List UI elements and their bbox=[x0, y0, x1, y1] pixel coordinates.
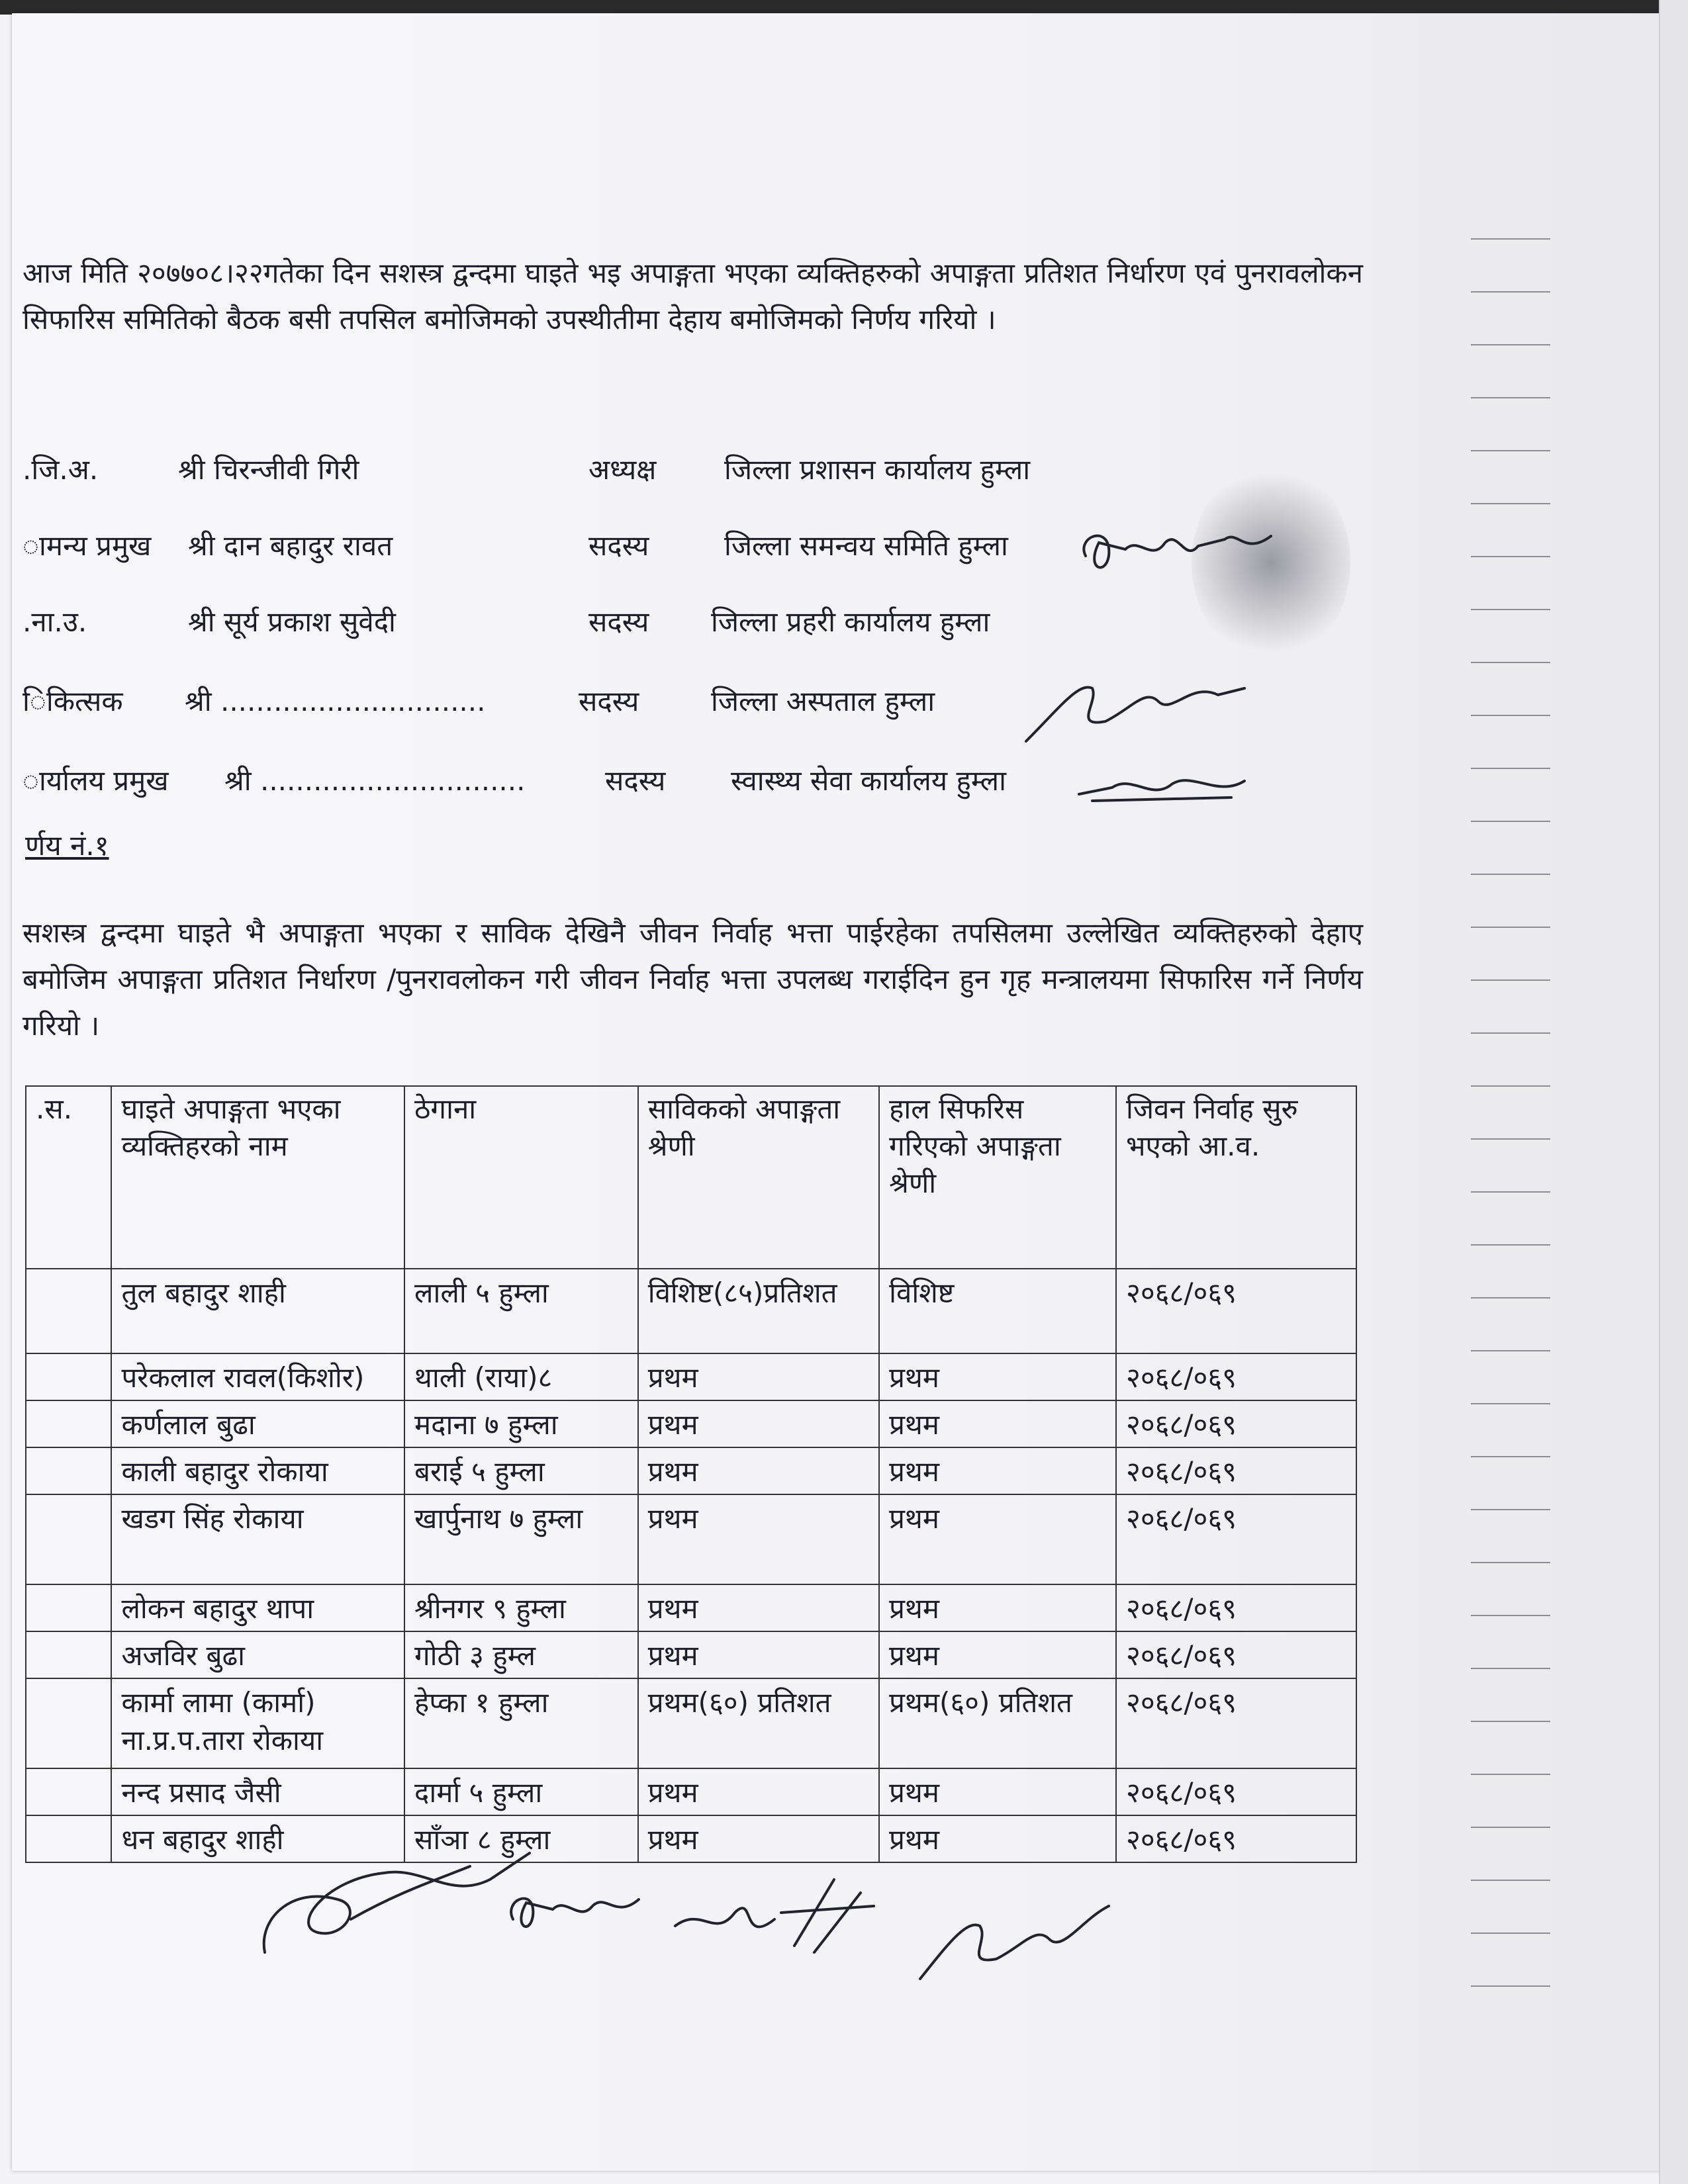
col-start-year-header: जिवन निर्वाह सुरु भएको आ.व. bbox=[1116, 1086, 1356, 1269]
serial-cell bbox=[26, 1447, 111, 1494]
table-row bbox=[26, 1494, 1356, 1584]
address-cell: श्रीनगर ९ हुम्ला bbox=[404, 1584, 638, 1631]
col-old-category-header: साविकको अपाङ्गता श्रेणी bbox=[638, 1086, 879, 1269]
member-name: श्री .............................. bbox=[185, 685, 486, 717]
handwritten-signature bbox=[662, 1866, 887, 1966]
new-category-cell: प्रथम bbox=[879, 1584, 1116, 1631]
old-category-cell: प्रथम bbox=[638, 1447, 879, 1494]
name-cell: नन्द प्रसाद जैसी bbox=[111, 1768, 404, 1815]
year-cell: २०६८/०६९ bbox=[1116, 1815, 1356, 1862]
handwritten-signature bbox=[1072, 516, 1284, 589]
scan-right-edge bbox=[1659, 0, 1688, 2184]
handwritten-signature bbox=[1019, 668, 1258, 754]
serial-cell bbox=[26, 1815, 111, 1862]
serial-cell bbox=[26, 1400, 111, 1447]
new-category-cell: प्रथम bbox=[879, 1494, 1116, 1584]
table-row bbox=[26, 1584, 1356, 1631]
table-row bbox=[26, 1678, 1356, 1768]
table-row bbox=[26, 1768, 1356, 1815]
year-cell: २०६८/०६९ bbox=[1116, 1678, 1356, 1768]
year-cell: २०६८/०६९ bbox=[1116, 1631, 1356, 1678]
serial-cell bbox=[26, 1353, 111, 1400]
member-position: सदस्य bbox=[588, 529, 649, 562]
old-category-cell: प्रथम bbox=[638, 1631, 879, 1678]
member-name: श्री चिरन्जीवी गिरी bbox=[178, 453, 359, 486]
table-row bbox=[26, 1269, 1356, 1353]
old-category-cell: प्रथम bbox=[638, 1494, 879, 1584]
name-cell: तुल बहादुर शाही bbox=[111, 1269, 404, 1353]
address-cell: लाली ५ हुम्ला bbox=[404, 1269, 638, 1353]
member-role: .ना.उ. bbox=[23, 606, 87, 638]
member-office: जिल्ला अस्पताल हुम्ला bbox=[711, 685, 935, 717]
new-category-cell: प्रथम bbox=[879, 1447, 1116, 1494]
member-office: जिल्ला समन्वय समिति हुम्ला bbox=[724, 529, 1008, 562]
year-cell: २०६८/०६९ bbox=[1116, 1584, 1356, 1631]
name-cell: धन बहादुर शाही bbox=[111, 1815, 404, 1862]
member-position: सदस्य bbox=[588, 606, 649, 638]
address-cell: साँञा ८ हुम्ला bbox=[404, 1815, 638, 1862]
year-cell: २०६८/०६९ bbox=[1116, 1447, 1356, 1494]
member-role: .जि.अ. bbox=[23, 453, 99, 486]
serial-cell bbox=[26, 1584, 111, 1631]
old-category-cell: प्रथम(६०) प्रतिशत bbox=[638, 1678, 879, 1768]
member-row bbox=[23, 450, 1346, 490]
table-row bbox=[26, 1353, 1356, 1400]
old-category-cell: प्रथम bbox=[638, 1400, 879, 1447]
name-cell: काली बहादुर रोकाया bbox=[111, 1447, 404, 1494]
col-new-category-header: हाल सिफरिस गरिएको अपाङ्गता श्रेणी bbox=[879, 1086, 1116, 1269]
year-cell: २०६८/०६९ bbox=[1116, 1269, 1356, 1353]
new-category-cell: प्रथम bbox=[879, 1353, 1116, 1400]
member-role: ामन्य प्रमुख bbox=[23, 529, 152, 562]
handwritten-signature bbox=[1072, 761, 1251, 814]
new-category-cell: प्रथम bbox=[879, 1631, 1116, 1678]
old-category-cell: प्रथम bbox=[638, 1584, 879, 1631]
table-row bbox=[26, 1400, 1356, 1447]
old-category-cell: प्रथम bbox=[638, 1353, 879, 1400]
name-cell: अजविर बुढा bbox=[111, 1631, 404, 1678]
table-row bbox=[26, 1631, 1356, 1678]
intro-paragraph: आज मिति २०७७०८।२२गतेका दिन सशस्त्र द्वन्दमा घाइते भइ अपाङ्गता भएका व्यक्तिहरुको अपाङ्गता प्रतिशत निर्धारण एवं पुनरावलोकन सिफारिस समितिको बैठक बसी तपसिल बमोजिमको उपस्थीतीमा देहाय बमोजिमको निर्णय गरियो । bbox=[23, 257, 1363, 336]
serial-cell bbox=[26, 1768, 111, 1815]
address-cell: खार्पुनाथ ७ हुम्ला bbox=[404, 1494, 638, 1584]
new-category-cell: प्रथम bbox=[879, 1768, 1116, 1815]
serial-cell bbox=[26, 1494, 111, 1584]
member-office: जिल्ला प्रशासन कार्यालय हुम्ला bbox=[724, 453, 1031, 486]
old-category-cell: विशिष्ट(८५)प्रतिशत bbox=[638, 1269, 879, 1353]
year-cell: २०६८/०६९ bbox=[1116, 1353, 1356, 1400]
member-name: श्री .............................. bbox=[224, 764, 526, 797]
serial-cell bbox=[26, 1631, 111, 1678]
scan-top-edge bbox=[0, 0, 1688, 15]
member-position: सदस्य bbox=[579, 685, 639, 717]
old-category-cell: प्रथम bbox=[638, 1768, 879, 1815]
address-cell: थाली (राया)८ bbox=[404, 1353, 638, 1400]
member-row bbox=[23, 602, 1346, 642]
member-position: अध्यक्ष bbox=[588, 453, 657, 486]
name-cell: कार्मा लामा (कार्मा) ना.प्र.प.तारा रोकाया bbox=[111, 1678, 404, 1768]
address-cell: मदाना ७ हुम्ला bbox=[404, 1400, 638, 1447]
handwritten-signature bbox=[503, 1880, 649, 1946]
member-name: श्री सूर्य प्रकाश सुवेदी bbox=[188, 606, 396, 638]
table-row bbox=[26, 1447, 1356, 1494]
new-category-cell: प्रथम(६०) प्रतिशत bbox=[879, 1678, 1116, 1768]
serial-cell bbox=[26, 1678, 111, 1768]
col-address-header: ठेगाना bbox=[404, 1086, 638, 1269]
address-cell: दार्मा ५ हुम्ला bbox=[404, 1768, 638, 1815]
member-name: श्री दान बहादुर रावत bbox=[188, 529, 393, 562]
new-category-cell: प्रथम bbox=[879, 1815, 1116, 1862]
name-cell: लोकन बहादुर थापा bbox=[111, 1584, 404, 1631]
member-office: जिल्ला प्रहरी कार्यालय हुम्ला bbox=[711, 606, 990, 638]
address-cell: बराई ५ हुम्ला bbox=[404, 1447, 638, 1494]
member-role: ार्यालय प्रमुख bbox=[23, 764, 169, 797]
margin-rule-lines bbox=[1471, 238, 1550, 2038]
year-cell: २०६८/०६९ bbox=[1116, 1768, 1356, 1815]
handwritten-signature bbox=[907, 1893, 1119, 1992]
year-cell: २०६८/०६९ bbox=[1116, 1400, 1356, 1447]
old-category-cell: प्रथम bbox=[638, 1815, 879, 1862]
new-category-cell: विशिष्ट bbox=[879, 1269, 1116, 1353]
recommendation-table bbox=[25, 1085, 1357, 1863]
member-office: स्वास्थ्य सेवा कार्यालय हुम्ला bbox=[731, 764, 1007, 797]
col-name-header: घाइते अपाङ्गता भएका व्यक्तिहरको नाम bbox=[111, 1086, 404, 1269]
member-role: िकित्सक bbox=[23, 685, 123, 717]
serial-cell bbox=[26, 1269, 111, 1353]
name-cell: परेकलाल रावल(किशोर) bbox=[111, 1353, 404, 1400]
name-cell: कर्णलाल बुढा bbox=[111, 1400, 404, 1447]
table-header-row bbox=[26, 1086, 1356, 1269]
decision-heading: र्णय नं.१ bbox=[25, 829, 109, 862]
address-cell: हेप्का १ हुम्ला bbox=[404, 1678, 638, 1768]
year-cell: २०६८/०६९ bbox=[1116, 1494, 1356, 1584]
name-cell: खडग सिंह रोकाया bbox=[111, 1494, 404, 1584]
col-serial-header: .स. bbox=[26, 1086, 111, 1269]
new-category-cell: प्रथम bbox=[879, 1400, 1116, 1447]
member-position: सदस्य bbox=[605, 764, 666, 797]
table-row bbox=[26, 1815, 1356, 1862]
decision-paragraph: सशस्त्र द्वन्दमा घाइते भै अपाङ्गता भएका र साविक देखिनै जीवन निर्वाह भत्ता पाईरहेका तपसिलमा उल्लेखित व्यक्तिहरुको देहाए बमोजिम अपाङ्गता प्रतिशत निर्धारण /पुनरावलोकन गरी जीवन निर्वाह भत्ता उपलब्ध गराईदिन हुन गृह मन्त्रालयमा सिफारिस गर्ने निर्णय गरियो । bbox=[23, 917, 1363, 1042]
address-cell: गोठी ३ हुम्ल bbox=[404, 1631, 638, 1678]
